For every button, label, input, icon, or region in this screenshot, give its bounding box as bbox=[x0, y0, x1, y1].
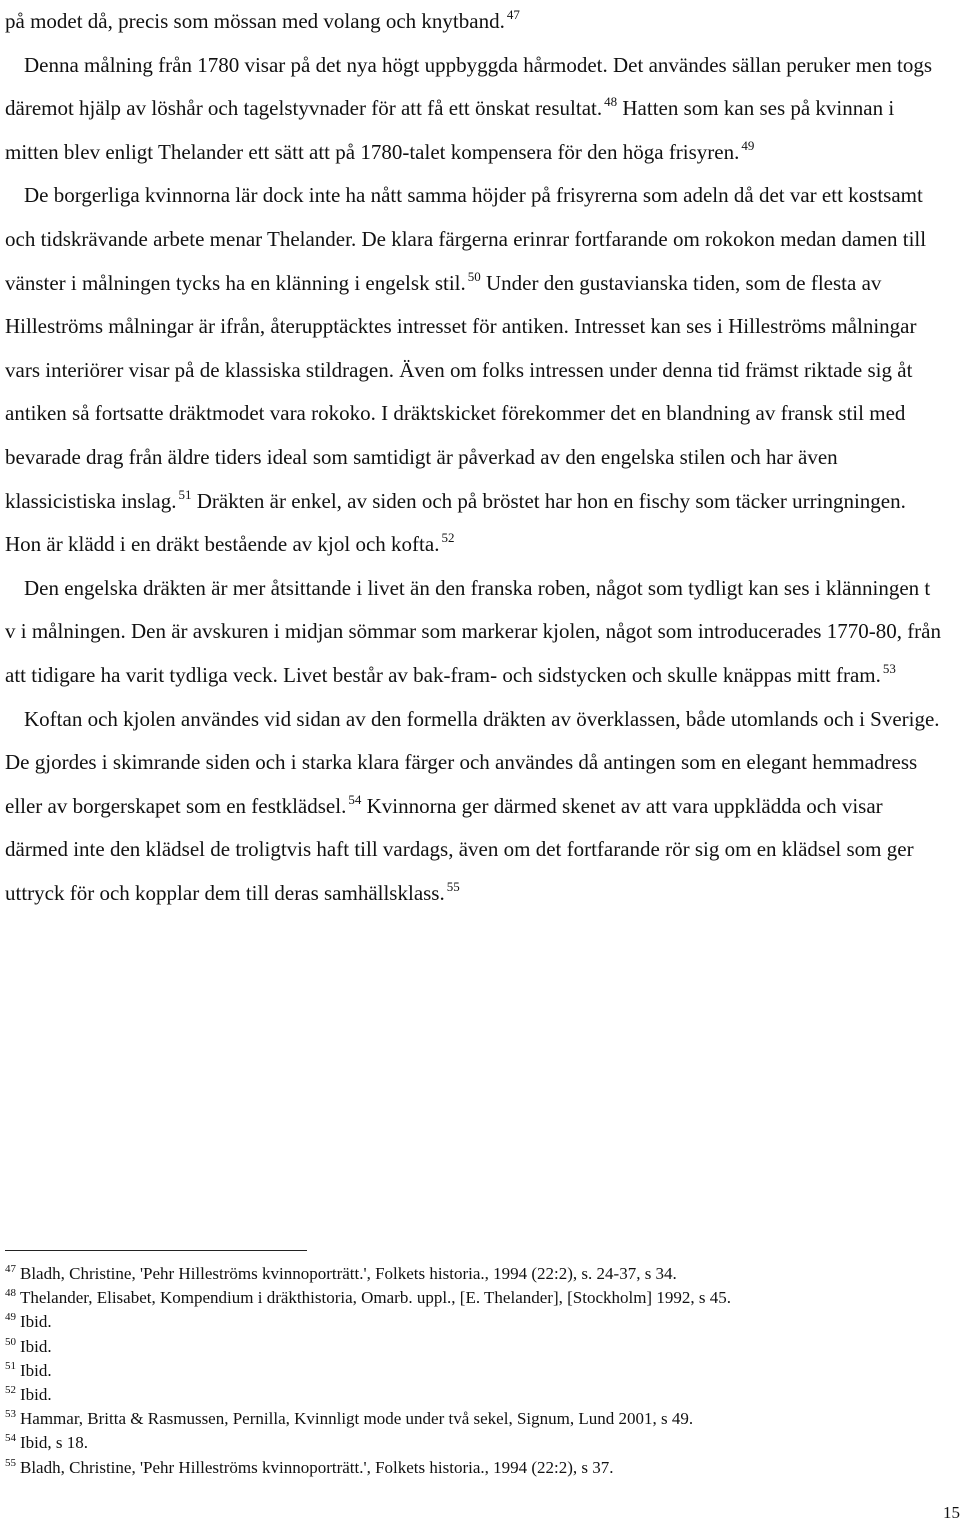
footnote-text: Ibid, s 18. bbox=[20, 1433, 88, 1453]
paragraph bbox=[5, 174, 945, 566]
footnote-number: 49 bbox=[5, 1311, 16, 1324]
footnote-text: Ibid. bbox=[20, 1360, 52, 1380]
footnotes bbox=[5, 1262, 945, 1480]
paragraph bbox=[5, 44, 945, 175]
footnote-item bbox=[5, 1286, 945, 1310]
text-segment: Den engelska dräkten är mer åtsittande i livet än den franska roben, något som tydligt kan ses i klänningen t v i målningen. Den är avskuren i midjan sömmar som markerar kjolen, något som introducerades 1770-80, från att tidigare ha varit tydliga veck. Livet består av bak-fram- och sidstycken och skulle knäppas mitt fram. bbox=[5, 575, 941, 687]
body-text bbox=[5, 0, 945, 915]
footnote-item bbox=[5, 1310, 945, 1334]
footnote-ref[interactable]: 55 bbox=[446, 878, 460, 894]
footnote-item bbox=[5, 1456, 945, 1480]
footnote-ref[interactable]: 54 bbox=[348, 791, 362, 807]
footnote-ref[interactable]: 53 bbox=[882, 660, 896, 676]
paragraph bbox=[5, 567, 945, 698]
footnote-number: 47 bbox=[5, 1263, 16, 1275]
footnote-item bbox=[5, 1359, 945, 1383]
footnote-ref[interactable]: 48 bbox=[604, 94, 618, 110]
paragraph bbox=[5, 0, 945, 44]
footnote-item bbox=[5, 1335, 945, 1359]
text-segment: Koftan och kjolen användes vid sidan av den formella dräkten av överklassen, både utomlands och i Sverige. De gjordes i skimrande siden och i starka klara färger och användes då antingen som en elegant hemmadress eller av borgerskapet som en festklädsel. bbox=[5, 706, 940, 818]
text-segment: Denna målning från 1780 visar på det nya högt uppbyggda hårmodet. Det användes sällan peruker men togs däremot hjälp av löshår och tagelstyvnader för att få ett önskat resultat. bbox=[5, 52, 932, 121]
footnote-ref[interactable]: 51 bbox=[178, 486, 192, 502]
footnote-text: Hammar, Britta & Rasmussen, Pernilla, Kvinnligt mode under två sekel, Signum, Lund 2001, s 49. bbox=[20, 1409, 694, 1429]
text-segment: Under den gustavianska tiden, som de flesta av Hilleströms målningar är ifrån, återupptäcktes intresset för antiken. Intresset kan ses i Hilleströms målningar vars interiörer visar på de klassiska stildragen. Även om folks intressen under denna tid främst riktade sig åt antiken så fortsatte dräktmodet vara rokoko. I dräktskicket förekommer det en blandning av fransk stil med bevarade drag från äldre tiders ideal som samtidigt är påverkad av den engelska stilen och har även klassicistiska inslag. bbox=[5, 270, 917, 513]
footnote-number: 52 bbox=[5, 1384, 16, 1397]
footnote-number: 54 bbox=[5, 1432, 16, 1445]
page-number: 15 bbox=[943, 1503, 960, 1522]
footnote-text: Thelander, Elisabet, Kompendium i dräkthistoria, Omarb. uppl., [E. Thelander], [Stockholm] 1992, s 45. bbox=[20, 1288, 731, 1308]
text-segment: Dräkten är enkel, av siden och på bröstet har hon en fischy som täcker urringningen. Hon är klädd i en dräkt bestående av kjol och kofta. bbox=[5, 488, 906, 557]
footnote-text: Ibid. bbox=[20, 1312, 52, 1332]
text-segment: Hatten som kan ses på kvinnan i mitten blev enligt Thelander ett sätt att på 1780-talet kompensera för den höga frisyren. bbox=[5, 96, 895, 164]
footnote-ref[interactable]: 47 bbox=[506, 7, 520, 22]
footnote-number: 55 bbox=[5, 1456, 16, 1469]
footnote-item bbox=[5, 1407, 945, 1431]
footnote-text: Bladh, Christine, 'Pehr Hilleströms kvinnoporträtt.', Folkets historia., 1994 (22:2), s. 24-37, s 34. bbox=[20, 1264, 677, 1283]
footnote-item bbox=[5, 1262, 945, 1286]
text-segment: på modet då, precis som mössan med volang och knytband. bbox=[5, 9, 505, 33]
footnote-number: 53 bbox=[5, 1408, 16, 1421]
footnote-ref[interactable]: 49 bbox=[741, 137, 755, 153]
text-segment: Kvinnorna ger därmed skenet av att vara uppklädda och visar därmed inte den klädsel de troligtvis haft till vardags, även om det fortfarande rör sig om en klädsel som ger uttryck för och kopplar dem till deras samhällsklass. bbox=[5, 793, 914, 905]
footnote-item bbox=[5, 1383, 945, 1407]
footnote-separator bbox=[5, 1250, 307, 1251]
footnote-text: Ibid. bbox=[20, 1385, 52, 1405]
text-segment: De borgerliga kvinnorna lär dock inte ha nått samma höjder på frisyrerna som adeln då det var ett kostsamt och tidskrävande arbete menar Thelander. De klara färgerna erinrar fortfarande om rokokon medan damen till vänster i målningen tycks ha en klänning i engelsk stil. bbox=[5, 183, 927, 295]
footnote-text: Ibid. bbox=[20, 1336, 52, 1356]
footnote-number: 51 bbox=[5, 1359, 16, 1372]
footnote-number: 48 bbox=[5, 1287, 16, 1300]
footnote-text: Bladh, Christine, 'Pehr Hilleströms kvinnoporträtt.', Folkets historia., 1994 (22:2), s 37. bbox=[20, 1457, 614, 1477]
footnote-ref[interactable]: 50 bbox=[467, 268, 481, 284]
footnote-item bbox=[5, 1431, 945, 1455]
footnote-number: 50 bbox=[5, 1335, 16, 1348]
paragraph bbox=[5, 698, 945, 916]
footnote-ref[interactable]: 52 bbox=[441, 530, 455, 546]
